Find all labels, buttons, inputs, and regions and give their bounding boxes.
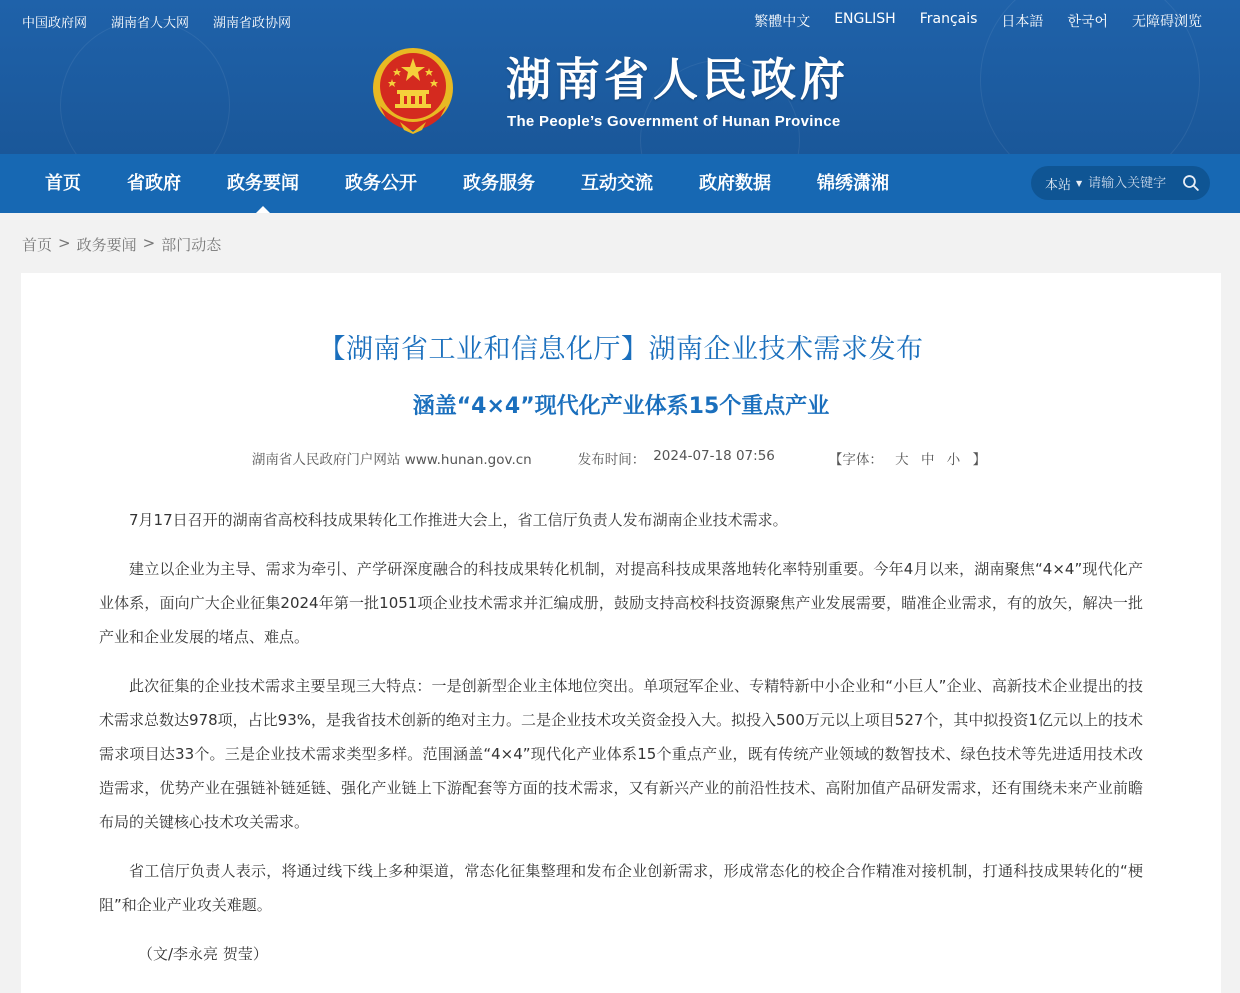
site-header xyxy=(0,0,1240,154)
article-author: （文/李永亮 贺莹） xyxy=(138,945,268,963)
article-paragraph: 建立以企业为主导、需求为牵引、产学研深度融合的科技成果转化机制，对提高科技成果落地转化率特别重要。今年4月以来，湖南聚焦“4×4”现代化产业体系，面向广大企业征集2024年第一批1051项企业技术需求并汇编成册，鼓励支持高校科技资源聚焦产业发展需要，瞄准企业需求，有的放矢，解决一批产业和企业发展的堵点、难点。 xyxy=(99,560,1143,646)
breadcrumb-separator: > xyxy=(142,234,156,252)
search-scope-select[interactable]: 本站 xyxy=(1045,177,1072,193)
nav-item-news[interactable]: 政务要闻 xyxy=(204,154,322,213)
article-source: 湖南省人民政府门户网站 www.hunan.gov.cn xyxy=(251,452,532,468)
accessibility-link[interactable]: 无障碍浏览 xyxy=(1132,14,1202,30)
publish-time: 2024-07-18 07:56 xyxy=(653,448,775,464)
publish-time-label: 发布时间： xyxy=(577,452,646,468)
article-meta xyxy=(21,448,1221,468)
search-box xyxy=(1031,166,1210,200)
top-link-cppcc[interactable]: 湖南省政协网 xyxy=(213,16,292,31)
site-title: 湖南省人民政府 xyxy=(506,53,850,106)
font-size-controls xyxy=(825,448,990,468)
lang-japanese[interactable]: 日本語 xyxy=(1001,14,1044,30)
main-nav xyxy=(0,154,1240,213)
top-link-npc[interactable]: 湖南省人大网 xyxy=(111,16,190,31)
breadcrumb-home[interactable]: 首页 xyxy=(22,236,53,254)
font-size-small-button[interactable]: 小 xyxy=(946,452,961,468)
lang-french[interactable]: Français xyxy=(919,11,978,27)
top-link-gov[interactable]: 中国政府网 xyxy=(22,16,88,31)
article-paragraph: 省工信厅负责人表示，将通过线下线上多种渠道，常态化征集整理和发布企业创新需求，形成常态化的校企合作精准对接机制，打通科技成果转化的“梗阻”和企业产业攻关难题。 xyxy=(99,862,1143,914)
article-paragraph: 7月17日召开的湖南省高校科技成果转化工作推进大会上，省工信厅负责人发布湖南企业技术需求。 xyxy=(129,511,788,529)
site-subtitle: The People’s Government of Hunan Province xyxy=(507,113,841,130)
font-size-medium-button[interactable]: 中 xyxy=(920,452,935,468)
nav-item-gov-services[interactable]: 政务服务 xyxy=(463,173,535,194)
breadcrumb-news[interactable]: 政务要闻 xyxy=(76,236,137,254)
breadcrumb-separator: > xyxy=(58,234,71,252)
article-paragraph: 此次征集的企业技术需求主要呈现三大特点：一是创新型企业主体地位突出。单项冠军企业、专精特新中小企业和“小巨人”企业、高新技术企业提出的技术需求总数达978项，占比93%，是我省技术创新的绝对主力。二是企业技术攻关资金投入大。拟投入500万元以上项目527个，其中拟投资1亿元以上的技术需求项目达33个。三是企业技术需求类型多样。范围涵盖“4×4”现代化产业体系15个重点产业，既有传统产业领域的数智技术、绿色技术等先进适用技术改造需求，优势产业在强链补链延链、强化产业链上下游配套等方面的技术需求，又有新兴产业的前沿性技术、高附加值产品研发需求，还有围绕未来产业前瞻布局的关键核心技术攻关需求。 xyxy=(99,677,1143,831)
font-size-bracket: 】 xyxy=(972,452,987,468)
lang-english[interactable]: ENGLISH xyxy=(834,11,896,27)
nav-item-provincial-gov[interactable]: 省政府 xyxy=(127,173,181,194)
breadcrumb-department[interactable]: 部门动态 xyxy=(161,236,222,254)
caret-down-icon[interactable]: ▼ xyxy=(1076,178,1083,188)
article-subtitle: 涵盖“4×4”现代化产业体系15个重点产业 xyxy=(412,394,830,419)
top-links xyxy=(22,12,291,31)
lang-korean[interactable]: 한국어 xyxy=(1067,14,1108,30)
nav-item-hunan[interactable]: 锦绣潇湘 xyxy=(817,173,889,194)
breadcrumb xyxy=(22,234,221,255)
article-title: 【湖南省工业和信息化厅】湖南企业技术需求发布 xyxy=(318,334,924,365)
nav-item-gov-data[interactable]: 政府数据 xyxy=(699,173,771,194)
nav-item-home[interactable]: 首页 xyxy=(45,173,81,194)
national-emblem-icon[interactable] xyxy=(370,46,456,134)
search-icon[interactable] xyxy=(1182,174,1200,192)
article-card xyxy=(21,273,1221,993)
nav-item-interaction[interactable]: 互动交流 xyxy=(581,173,653,194)
font-size-label: 【字体： xyxy=(828,452,883,468)
language-links xyxy=(754,11,1202,31)
search-input[interactable] xyxy=(1088,176,1180,191)
lang-traditional-chinese[interactable]: 繁體中文 xyxy=(754,14,811,30)
header-decoration xyxy=(60,20,230,154)
article-body xyxy=(99,503,1143,986)
nav-item-gov-disclosure[interactable]: 政务公开 xyxy=(345,173,417,194)
font-size-large-button[interactable]: 大 xyxy=(895,452,909,468)
